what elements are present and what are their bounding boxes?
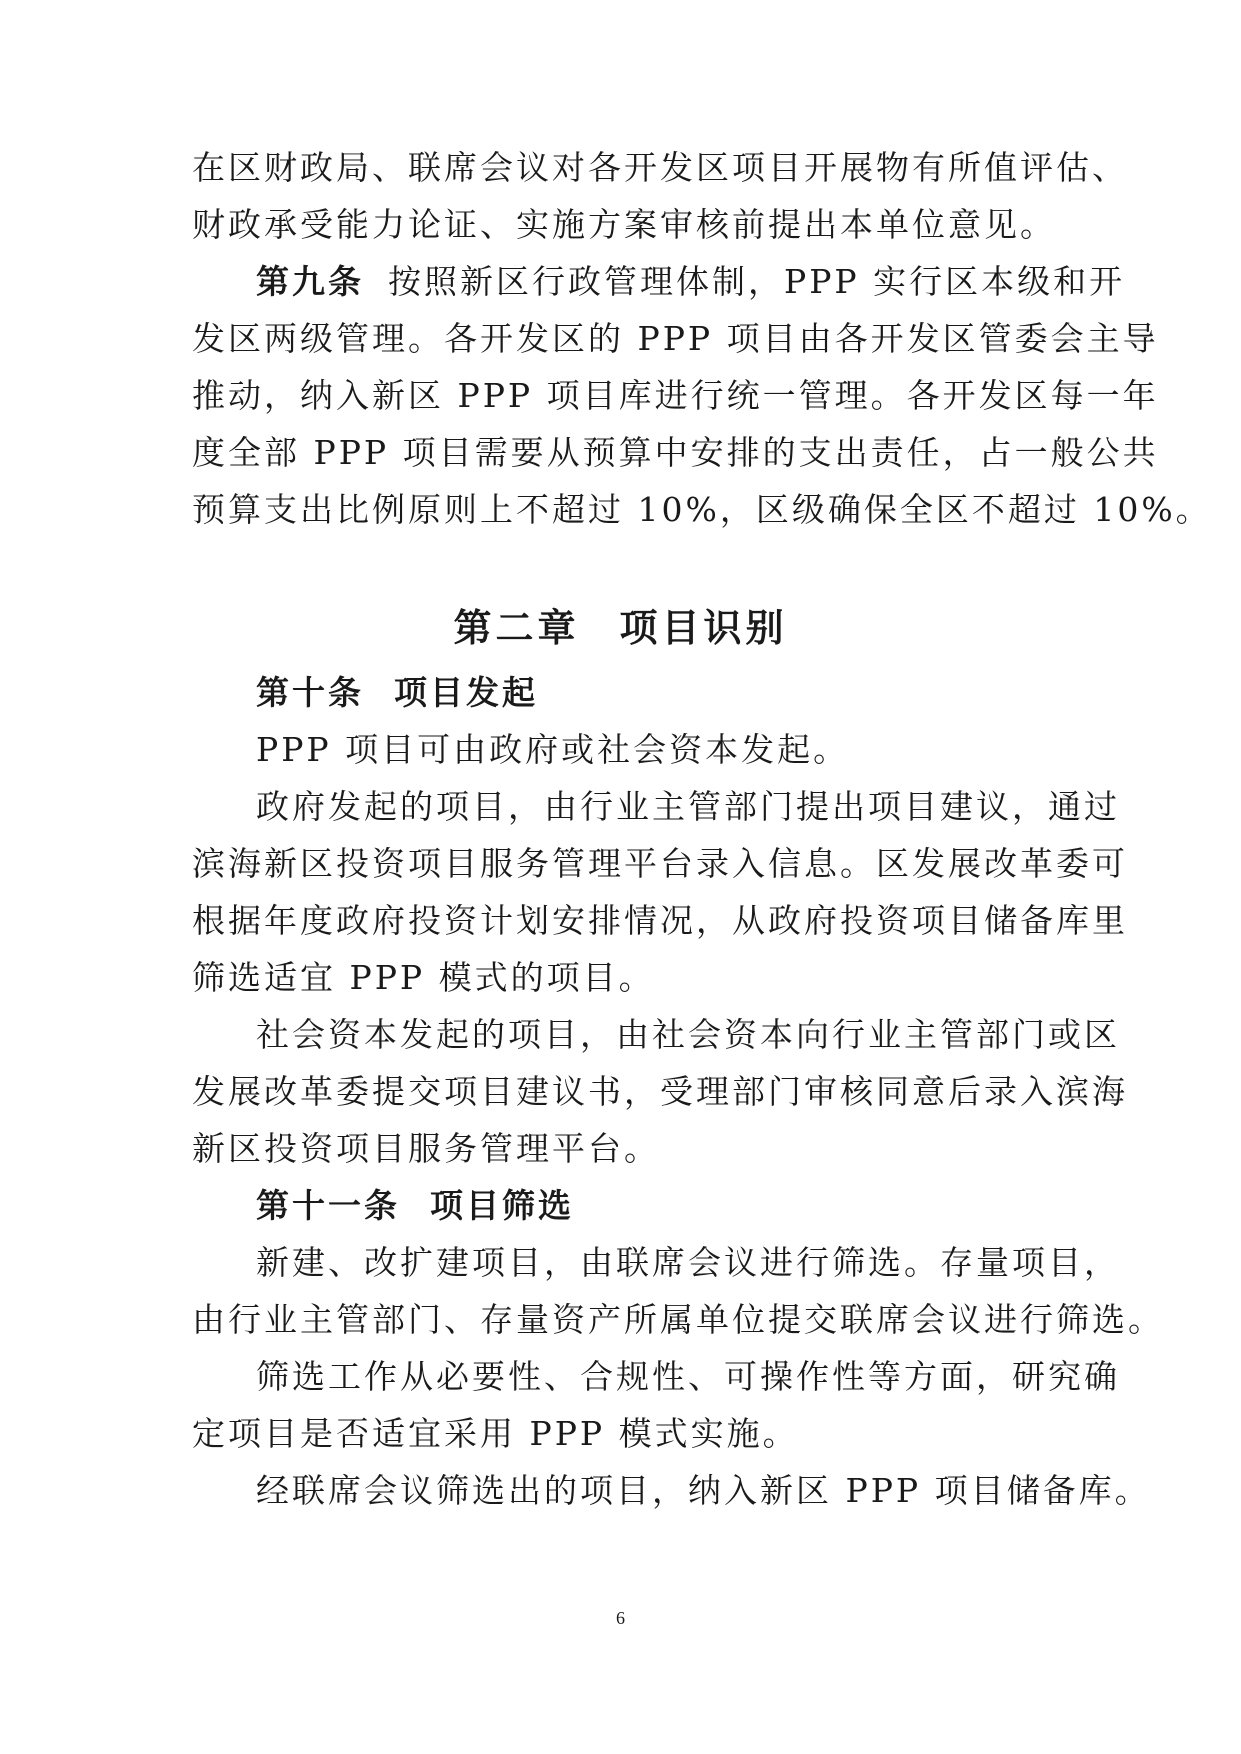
body-line: PPP 项目可由政府或社会资本发起。 xyxy=(256,730,850,769)
body-line: 推动，纳入新区 PPP 项目库进行统一管理。各开发区每一年 xyxy=(192,376,1159,415)
article-11-label: 第十一条 xyxy=(256,1186,400,1225)
body-line: 政府发起的项目，由行业主管部门提出项目建议，通过 xyxy=(256,787,1120,826)
body-line: 滨海新区投资项目服务管理平台录入信息。区发展改革委可 xyxy=(192,844,1128,883)
body-line: 根据年度政府投资计划安排情况，从政府投资项目储备库里 xyxy=(192,901,1128,940)
article-11-title: 项目筛选 xyxy=(430,1186,574,1225)
article-10-label: 第十条 xyxy=(256,673,364,712)
chapter-number: 第二章 xyxy=(453,605,580,650)
body-line: 新区投资项目服务管理平台。 xyxy=(192,1129,660,1168)
body-line: 发展改革委提交项目建议书，受理部门审核同意后录入滨海 xyxy=(192,1072,1128,1111)
body-line: 定项目是否适宜采用 PPP 模式实施。 xyxy=(192,1414,799,1453)
article-9-label: 第九条 xyxy=(256,262,364,301)
body-line: 社会资本发起的项目，由社会资本向行业主管部门或区 xyxy=(256,1015,1120,1054)
chapter-title: 项目识别 xyxy=(619,605,788,650)
article-9-first-line-text: 按照新区行政管理体制，PPP 实行区本级和开 xyxy=(388,262,1126,301)
article-9-paragraph-first-line xyxy=(256,262,1126,302)
body-line: 在区财政局、联席会议对各开发区项目开展物有所值评估、 xyxy=(192,148,1128,187)
body-line: 财政承受能力论证、实施方案审核前提出本单位意见。 xyxy=(192,205,1056,244)
body-line: 新建、改扩建项目，由联席会议进行筛选。存量项目， xyxy=(256,1243,1120,1282)
article-10-title: 项目发起 xyxy=(394,673,538,712)
body-line: 发区两级管理。各开发区的 PPP 项目由各开发区管委会主导 xyxy=(192,319,1159,358)
body-line: 预算支出比例原则上不超过 10%，区级确保全区不超过 10%。 xyxy=(192,490,1212,529)
article-11-heading xyxy=(256,1186,574,1226)
body-line: 筛选适宜 PPP 模式的项目。 xyxy=(192,958,655,997)
body-line: 度全部 PPP 项目需要从预算中安排的支出责任，占一般公共 xyxy=(192,433,1159,472)
body-line: 经联席会议筛选出的项目，纳入新区 PPP 项目储备库。 xyxy=(256,1471,1151,1510)
page-number: 6 xyxy=(616,1608,625,1628)
article-10-heading xyxy=(256,673,538,713)
body-line: 筛选工作从必要性、合规性、可操作性等方面，研究确 xyxy=(256,1357,1120,1396)
chapter-heading xyxy=(0,604,1241,652)
body-line: 由行业主管部门、存量资产所属单位提交联席会议进行筛选。 xyxy=(192,1300,1164,1339)
